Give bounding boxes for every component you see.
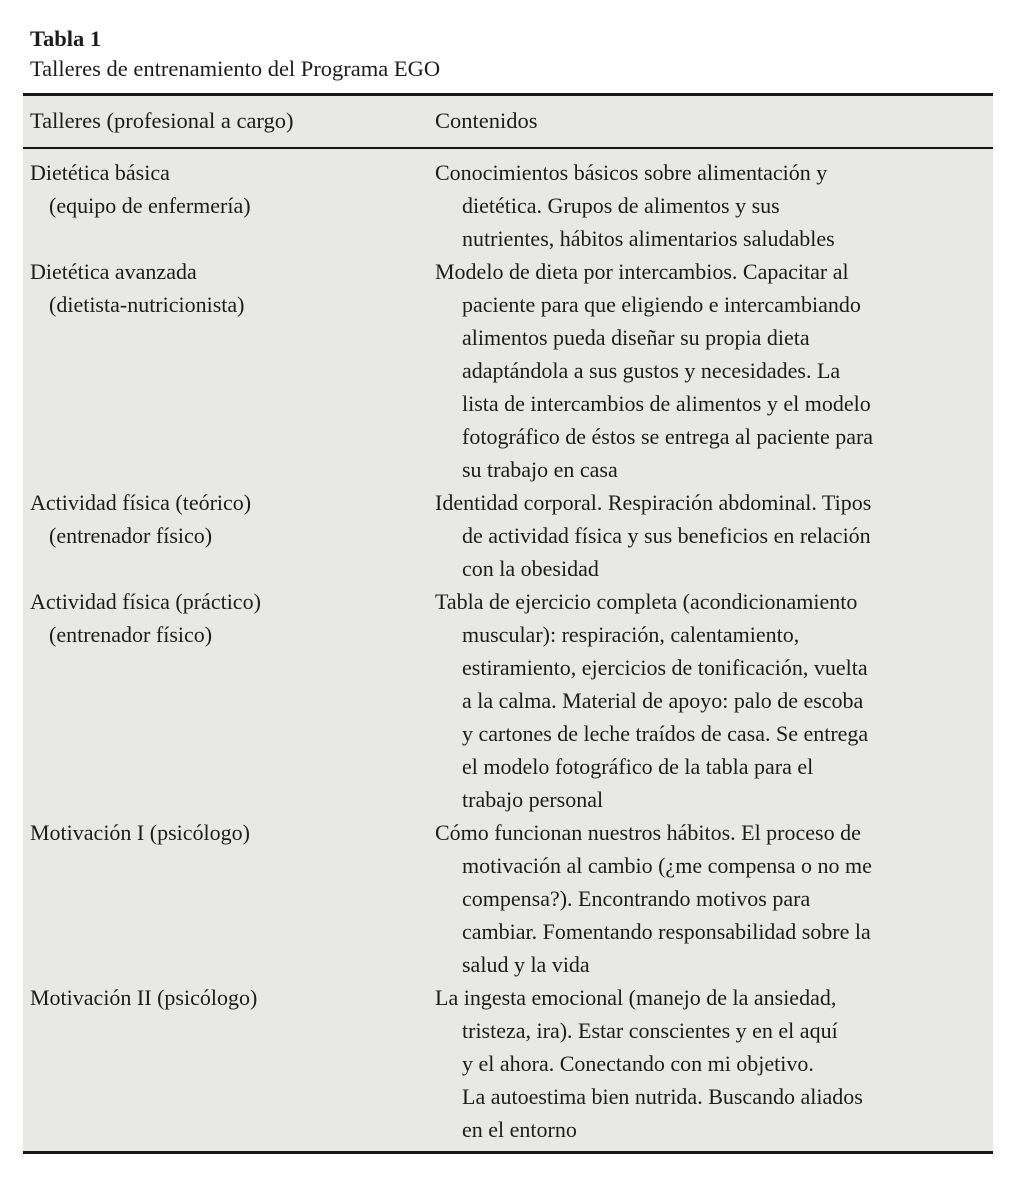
cell-line: (entrenador físico) [49,523,213,548]
contenido-cell [428,816,993,981]
cell-line: (entrenador físico) [49,622,213,647]
cell-line: Dietética básica [30,160,170,185]
cell-line: paciente para que eligiendo e intercambiando [462,292,861,317]
cell-line: de actividad física y sus beneficios en relación [462,523,871,548]
cell-line: Tabla de ejercicio completa (acondicionamiento [435,589,858,614]
contenido-cell [428,255,993,486]
cell-line: Actividad física (teórico) [30,490,252,515]
taller-cell [23,486,428,585]
cell-line: salud y la vida [462,952,590,977]
cell-line: Cómo funcionan nuestros hábitos. El proceso de [435,820,861,845]
cell-line: nutrientes, hábitos alimentarios saludables [462,226,835,251]
contenido-cell [428,585,993,816]
contenido-cell [428,486,993,585]
workshops-table [23,93,993,1154]
cell-line: Identidad corporal. Respiración abdominal. Tipos [435,490,872,515]
table-caption [30,24,1024,84]
header-row [23,95,993,149]
taller-cell [23,816,428,981]
cell-line: (equipo de enfermería) [49,193,251,218]
table-row [23,255,993,486]
cell-line: Conocimientos básicos sobre alimentación y [435,160,828,185]
table-row [23,148,993,255]
cell-line: compensa?). Encontrando motivos para [462,886,811,911]
cell-line: tristeza, ira). Estar conscientes y en el aquí [462,1018,838,1043]
cell-line: (dietista-nutricionista) [49,292,245,317]
table-row [23,585,993,816]
cell-line: dietética. Grupos de alimentos y sus [462,193,780,218]
cell-line: trabajo personal [462,787,604,812]
cell-line: motivación al cambio (¿me compensa o no me [462,853,872,878]
table-caption-title: Talleres de entrenamiento del Programa EGO [30,56,441,81]
cell-line: muscular): respiración, calentamiento, [462,622,800,647]
table-caption-label: Tabla 1 [30,26,102,51]
cell-line: Motivación II (psicólogo) [30,985,258,1010]
cell-line: Modelo de dieta por intercambios. Capacitar al [435,259,849,284]
cell-line: con la obesidad [462,556,599,581]
cell-line: su trabajo en casa [462,457,618,482]
cell-line: y el ahora. Conectando con mi objetivo. [462,1051,814,1076]
cell-line: La ingesta emocional (manejo de la ansiedad, [435,985,837,1010]
table-row [23,816,993,981]
contenido-cell [428,981,993,1153]
taller-cell [23,981,428,1153]
column-header-talleres: Talleres (profesional a cargo) [23,95,428,149]
cell-line: y cartones de leche traídos de casa. Se entrega [462,721,869,746]
cell-line: Dietética avanzada [30,259,197,284]
cell-line: el modelo fotográfico de la tabla para el [462,754,814,779]
cell-line: cambiar. Fomentando responsabilidad sobre la [462,919,871,944]
cell-line: Actividad física (práctico) [30,589,261,614]
taller-cell [23,148,428,255]
taller-cell [23,255,428,486]
column-header-contenidos: Contenidos [428,95,993,149]
contenido-cell [428,148,993,255]
cell-line: alimentos pueda diseñar su propia dieta [462,325,810,350]
cell-line: a la calma. Material de apoyo: palo de escoba [462,688,864,713]
cell-line: Motivación I (psicólogo) [30,820,250,845]
cell-line: adaptándola a sus gustos y necesidades. La [462,358,841,383]
table-row [23,981,993,1153]
cell-line: La autoestima bien nutrida. Buscando aliados [462,1084,863,1109]
cell-line: en el entorno [462,1117,577,1142]
cell-line: fotográfico de éstos se entrega al paciente para [462,424,874,449]
cell-line: estiramiento, ejercicios de tonificación, vuelta [462,655,868,680]
taller-cell [23,585,428,816]
table-row [23,486,993,585]
cell-line: lista de intercambios de alimentos y el modelo [462,391,871,416]
